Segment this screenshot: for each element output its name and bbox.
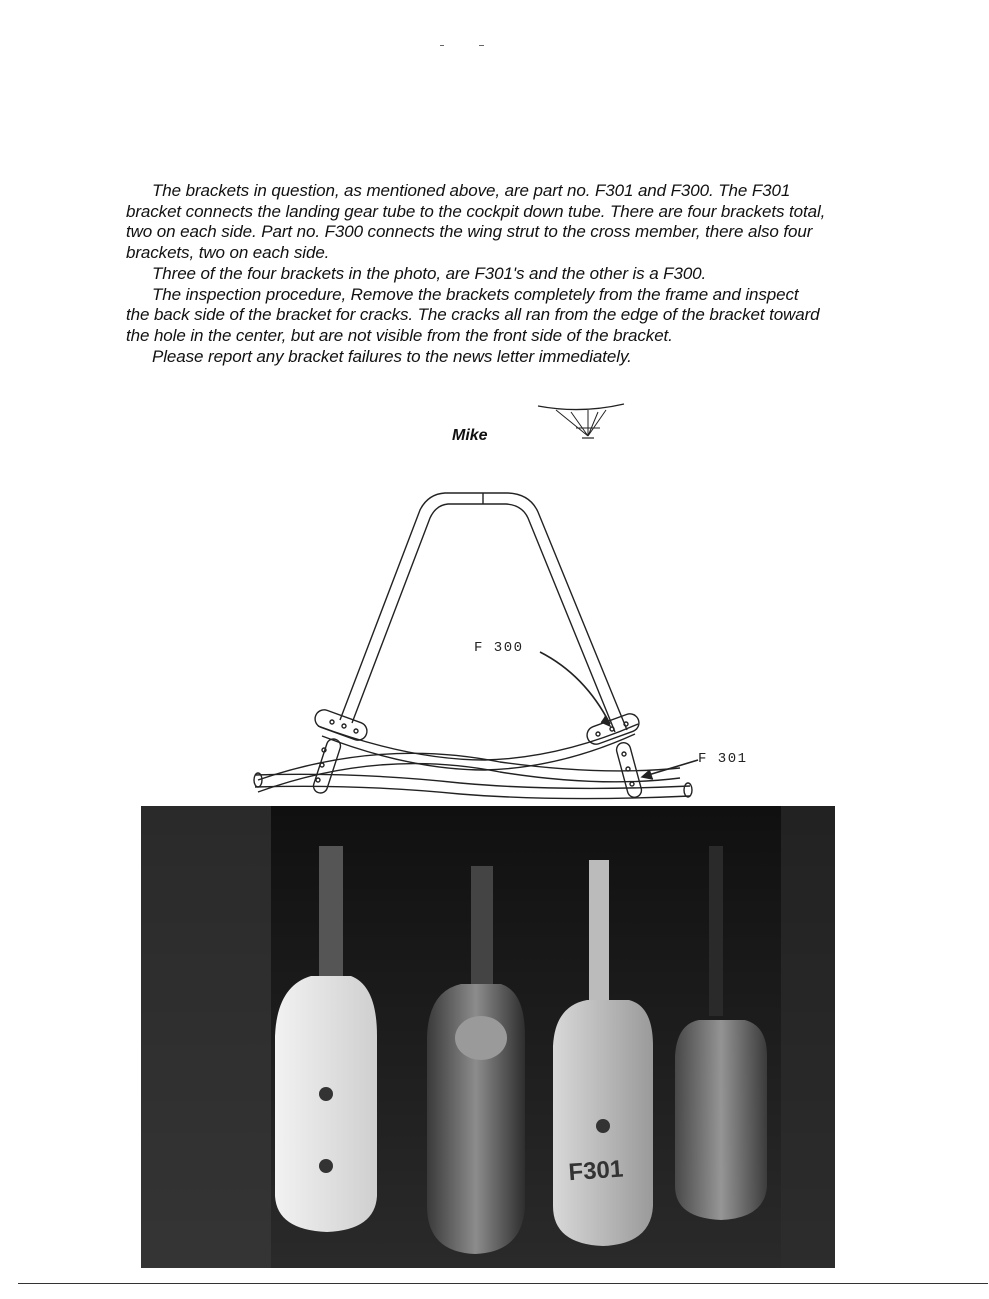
- frame-diagram: [240, 480, 780, 810]
- ultralight-aircraft-icon: [536, 398, 626, 440]
- bracket-photo-image: [141, 806, 835, 1268]
- scan-mark: [479, 45, 484, 46]
- page-bottom-rule: [18, 1283, 988, 1284]
- bracket-photo: [141, 806, 835, 1268]
- paragraph: Three of the four brackets in the photo, are F301's and the other is a F300.: [152, 263, 707, 283]
- paragraph: The inspection procedure, Remove the brackets completely from the frame and inspect the back side of the bracket for cracks. The cracks all ran from the edge of the bracket toward the hole in the center, but are not visible from the front side of the bracket.: [126, 284, 820, 345]
- scan-mark: [440, 45, 444, 46]
- label-f301: F 301: [698, 751, 748, 767]
- author-signature: Mike: [452, 427, 488, 444]
- label-f300: F 300: [474, 640, 524, 656]
- bracket-stamp: F301: [567, 1155, 625, 1187]
- article-body: [126, 181, 826, 367]
- paragraph: The brackets in question, as mentioned above, are part no. F301 and F300. The F301 bracket connects the landing gear tube to the cockpit down tube. There are four brackets total, two on each side. Part no. F300 connects the wing strut to the cross member, there also four brackets, two on each side.: [126, 181, 826, 263]
- paragraph: Please report any bracket failures to the news letter immediately.: [152, 346, 632, 366]
